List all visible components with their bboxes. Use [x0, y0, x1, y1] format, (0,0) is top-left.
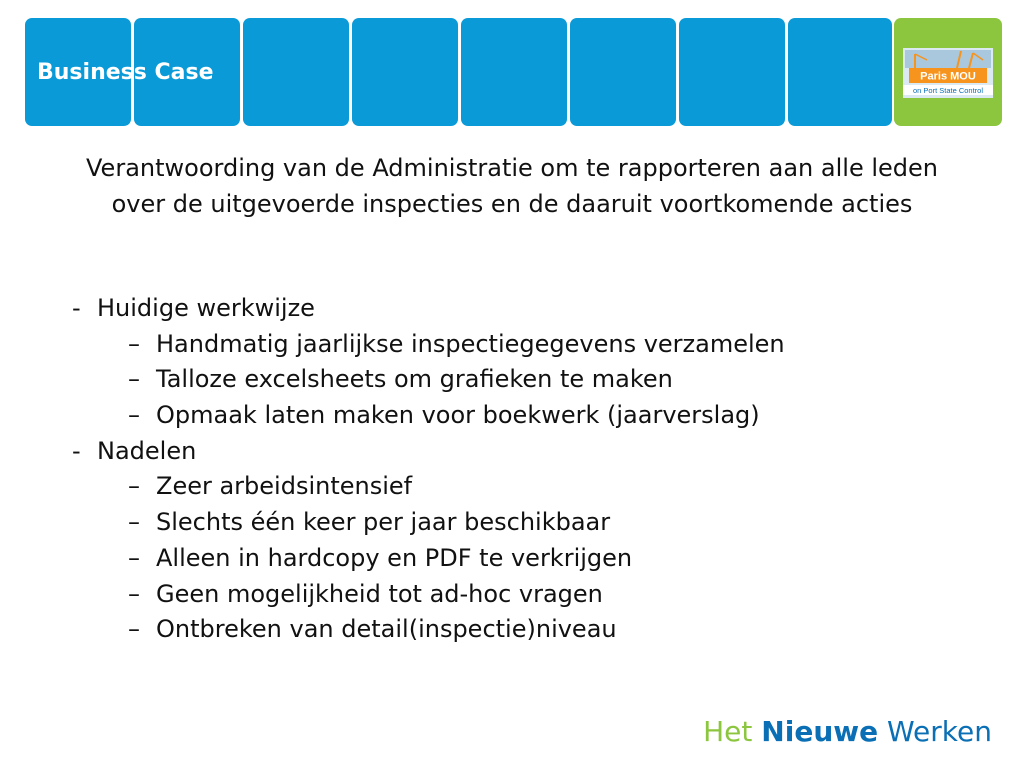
bullet-text: Ontbreken van detail(inspectie)niveau — [156, 615, 617, 644]
bullet-marker: – — [128, 365, 140, 394]
sub-bullet-item — [72, 327, 972, 363]
bullet-text: Opmaak laten maken voor boekwerk (jaarverslag) — [156, 401, 760, 430]
header-tile — [243, 18, 349, 126]
header-tile — [788, 18, 892, 126]
page-title: Business Case — [37, 60, 214, 85]
footer-brand — [703, 715, 992, 748]
bullet-marker: – — [128, 401, 140, 430]
bullet-marker: - — [72, 436, 81, 465]
bullet-marker: – — [128, 329, 140, 358]
header-tile — [352, 18, 458, 126]
sub-bullet-item — [72, 398, 972, 434]
bullet-text: Zeer arbeidsintensief — [156, 472, 413, 501]
logo-line1: Paris MOU — [920, 70, 976, 83]
bullet-text: Handmatig jaarlijkse inspectiegegevens verzamelen — [156, 329, 785, 358]
footer-word-nieuwe: Nieuwe — [761, 715, 879, 748]
bullet-marker: – — [128, 508, 140, 537]
header-tile — [570, 18, 676, 126]
sub-bullet-item — [72, 362, 972, 398]
sub-bullet-item — [72, 505, 972, 541]
bullet-text: Geen mogelijkheid tot ad-hoc vragen — [156, 579, 603, 608]
bullet-marker: – — [128, 543, 140, 572]
paris-mou-logo — [903, 48, 993, 98]
bullet-text: Talloze excelsheets om grafieken te maken — [156, 365, 673, 394]
header-bar — [25, 18, 1002, 126]
sub-bullet-item — [72, 541, 972, 577]
bullet-list — [72, 291, 972, 648]
header-tile — [679, 18, 785, 126]
bullet-item — [72, 434, 972, 470]
footer-word-werken: Werken — [887, 715, 992, 748]
footer-word-het: Het — [703, 715, 753, 748]
bullet-text: Nadelen — [97, 436, 197, 465]
bullet-text: Huidige werkwijze — [97, 294, 315, 322]
bullet-marker: – — [128, 579, 140, 608]
bullet-marker: – — [128, 615, 140, 644]
sub-bullet-item — [72, 469, 972, 505]
sub-bullet-item — [72, 577, 972, 613]
bullet-item — [72, 291, 972, 327]
bullet-marker: – — [128, 472, 140, 501]
logo-line2: on Port State Control — [912, 86, 984, 95]
bullet-marker: - — [72, 294, 81, 322]
paris-mou-logo-icon — [903, 48, 993, 98]
intro-paragraph: Verantwoording van de Administratie om te rapporteren aan alle leden over de uitgevoerde inspecties en de daaruit voortkomende acties — [86, 154, 938, 218]
header-tile — [461, 18, 567, 126]
bullet-text: Alleen in hardcopy en PDF te verkrijgen — [156, 543, 633, 572]
bullet-text: Slechts één keer per jaar beschikbaar — [156, 508, 611, 537]
sub-bullet-item — [72, 612, 972, 648]
